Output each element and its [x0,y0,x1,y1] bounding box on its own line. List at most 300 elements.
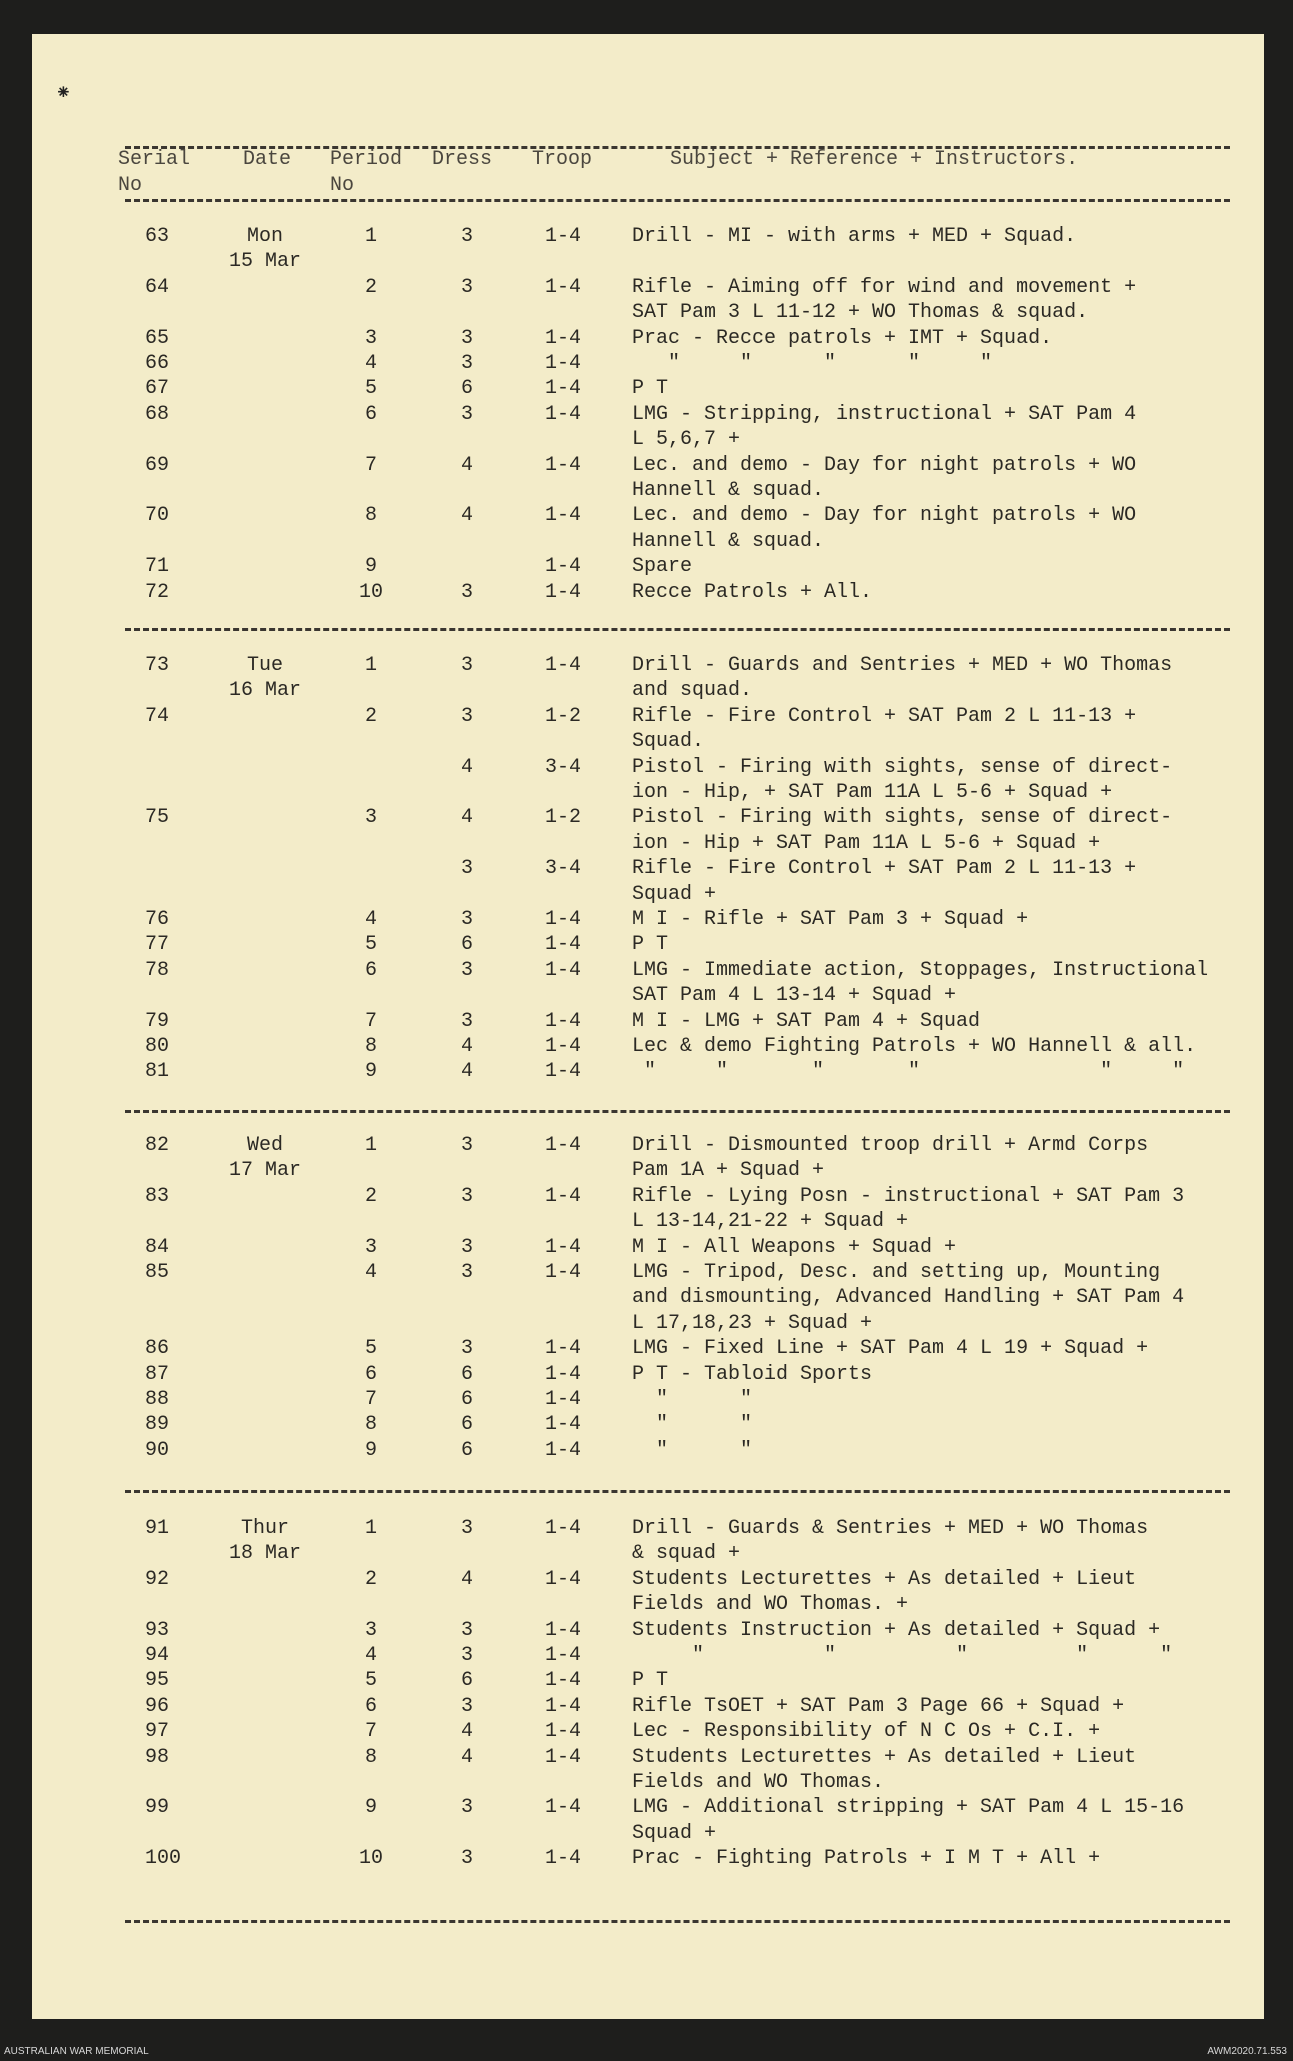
dress: 3 [460,1643,473,1667]
date-cell [220,224,310,275]
dress: 6 [460,1438,473,1462]
serial-no: 81 [145,1060,170,1084]
dress: 6 [460,1669,473,1693]
subject-line: " " " " " " [632,1060,1185,1084]
troop: 1-4 [545,1034,582,1058]
serial-no: 94 [145,1643,170,1667]
dress: 3 [460,1694,473,1718]
subject-line: Rifle - Fire Control + SAT Pam 2 L 11-13 + [632,704,1137,728]
subject-line: LMG - Stripping, instructional + SAT Pam 4 [632,402,1137,426]
subject-line: M I - Rifle + SAT Pam 3 + Squad + [632,907,1029,931]
serial-no: 83 [145,1184,170,1208]
serial-no: 71 [145,555,170,579]
section-thur [0,1516,1293,1872]
table-row [0,224,1293,275]
troop: 1-4 [545,377,582,401]
date-line: Tue [246,654,283,677]
subject-line: M I - All Weapons + Squad + [632,1235,957,1259]
subject-cell [632,224,1076,249]
troop: 1-4 [545,1009,582,1033]
table-row [0,351,1293,376]
subject-cell [632,1260,1184,1336]
period-no: 2 [364,1567,377,1591]
subject-line: " " [632,1387,753,1411]
subject-line: and squad. [632,679,753,703]
section-mon [0,224,1293,605]
subject-line: Hannell & squad. [632,529,825,553]
table-row [0,1846,1293,1871]
subject-line: Lec. and demo - Day for night patrols + WO [632,504,1137,528]
section-divider [125,628,1230,631]
table-row [0,1362,1293,1387]
troop: 1-4 [545,225,582,248]
section-wed [0,1133,1293,1463]
troop: 1-4 [545,1260,582,1284]
serial-no: 85 [145,1260,170,1284]
table-row [0,1694,1293,1719]
ink-mark: ⁕ [55,83,72,106]
subject-cell [632,376,668,401]
dress: 4 [460,1567,473,1591]
serial-no: 82 [145,1134,170,1157]
troop: 1-4 [545,1060,582,1084]
troop: 1-2 [545,704,582,728]
table-row [0,503,1293,554]
dress: 6 [460,933,473,957]
period-no: 1 [364,1517,377,1540]
subject-line: LMG - Immediate action, Stoppages, Instructional [632,958,1209,982]
period-no: 1 [364,225,377,248]
subject-line: Squad + [632,882,717,906]
dress: 4 [460,1034,473,1058]
serial-no: 73 [145,654,170,677]
serial-no: 87 [145,1362,170,1386]
subject-cell [632,1719,1100,1744]
serial-no: 84 [145,1235,170,1259]
serial-no: 91 [145,1517,170,1540]
troop: 1-4 [545,504,582,528]
table-row [0,402,1293,453]
subject-cell [632,1643,1172,1668]
period-no: 1 [364,654,377,677]
troop: 1-4 [545,1438,582,1462]
dress: 3 [460,225,473,248]
table-row [0,755,1293,806]
table-row [0,1745,1293,1796]
subject-line: ion - Hip, + SAT Pam 11A L 5-6 + Squad + [632,781,1113,804]
troop: 1-4 [545,351,582,375]
serial-no: 93 [145,1618,170,1642]
subject-line: " " " " " [632,1643,1173,1667]
serial-no: 98 [145,1745,170,1769]
troop: 1-4 [545,555,582,579]
table-row [0,907,1293,932]
subject-line: Drill - Guards & Sentries + MED + WO Thomas [632,1517,1149,1540]
troop: 1-4 [545,1362,582,1386]
dress: 6 [460,377,473,401]
serial-no: 72 [145,580,170,604]
troop: 1-4 [545,654,582,677]
serial-no: 66 [145,351,170,375]
section-tue [0,653,1293,1085]
date-line: Thur [240,1517,289,1540]
troop: 1-4 [545,1643,582,1667]
dress: 3 [460,1517,473,1540]
subject-cell [632,907,1028,932]
table-row [0,704,1293,755]
troop: 1-4 [545,1796,582,1820]
subject-cell [632,1846,1100,1871]
period-no: 6 [364,958,377,982]
table-row [0,554,1293,579]
table-row [0,1516,1293,1567]
period-no: 7 [364,453,377,477]
subject-line: SAT Pam 4 L 13-14 + Squad + [632,984,957,1008]
table-row [0,958,1293,1009]
subject-line: P T [632,1669,669,1693]
subject-line: P T [632,933,669,957]
subject-cell [632,1059,1184,1084]
subject-line: Lec. and demo - Day for night patrols + WO [632,453,1137,477]
period-no: 5 [364,933,377,957]
dress: 4 [460,504,473,528]
header-dress: Dress [432,148,493,171]
table-row [0,453,1293,504]
date-line: Mon [246,225,283,248]
period-no: 9 [364,1796,377,1820]
subject-cell [632,1516,1148,1567]
dress: 6 [460,1413,473,1437]
serial-no: 90 [145,1438,170,1462]
table-row [0,1719,1293,1744]
table-row [0,1387,1293,1412]
table-row [0,653,1293,704]
subject-cell [632,580,872,605]
subject-cell [632,1009,980,1034]
subject-cell [632,554,692,579]
table-row [0,1184,1293,1235]
subject-line: Recce Patrols + All. [632,580,873,604]
troop: 1-4 [545,933,582,957]
troop: 1-4 [545,1337,582,1361]
period-no: 5 [364,377,377,401]
subject-line: Rifle TsOET + SAT Pam 3 Page 66 + Squad + [632,1694,1125,1718]
period-no: 9 [364,1060,377,1084]
serial-no: 96 [145,1694,170,1718]
troop: 1-2 [545,806,582,830]
serial-no: 74 [145,704,170,728]
serial-no: 75 [145,806,170,830]
header-bottom-rule [125,199,1230,202]
table-row [0,1235,1293,1260]
subject-line: " " [632,1438,753,1462]
period-no: 3 [364,806,377,830]
table-row [0,376,1293,401]
troop: 1-4 [545,1387,582,1411]
troop: 1-4 [545,1669,582,1693]
serial-no: 65 [145,326,170,350]
subject-line: Students Lecturettes + As detailed + Lieut [632,1745,1137,1769]
subject-line: L 17,18,23 + Squad + [632,1311,873,1335]
subject-line: Rifle - Fire Control + SAT Pam 2 L 11-13 + [632,857,1137,881]
dress: 3 [460,1260,473,1284]
dress: 4 [460,1720,473,1744]
subject-line: Drill - MI - with arms + MED + Squad. [632,225,1077,248]
serial-no: 97 [145,1720,170,1744]
troop: 1-4 [545,453,582,477]
subject-line: M I - LMG + SAT Pam 4 + Squad [632,1009,981,1033]
table-row [0,326,1293,351]
subject-line: LMG - Fixed Line + SAT Pam 4 L 19 + Squad + [632,1337,1149,1361]
subject-line: Fields and WO Thomas. [632,1770,885,1794]
dress: 3 [460,351,473,375]
period-no: 7 [364,1720,377,1744]
period-no: 7 [364,1387,377,1411]
dress: 3 [460,654,473,677]
header-serial-no: No [118,174,143,197]
date-line: 15 Mar [228,250,301,274]
dress: 6 [460,1387,473,1411]
date-line: 17 Mar [228,1159,301,1183]
period-no: 8 [364,504,377,528]
footer-institution: AUSTRALIAN WAR MEMORIAL [4,2046,149,2057]
subject-cell [632,1438,752,1463]
table-row [0,1059,1293,1084]
subject-cell [632,653,1172,704]
troop: 1-4 [545,1567,582,1591]
subject-line: Fields and WO Thomas. + [632,1593,909,1617]
date-line: 18 Mar [228,1542,301,1566]
subject-cell [632,326,1052,351]
serial-no: 64 [145,275,170,299]
table-row [0,805,1293,856]
subject-cell [632,1694,1124,1719]
serial-no: 80 [145,1034,170,1058]
troop: 1-4 [545,580,582,604]
subject-line: " " [632,1413,753,1437]
subject-line: ion - Hip + SAT Pam 11A L 5-6 + Squad + [632,831,1101,855]
table-row [0,1795,1293,1846]
dress: 3 [460,326,473,350]
troop: 1-4 [545,958,582,982]
subject-cell [632,503,1136,554]
serial-no: 76 [145,907,170,931]
dress: 4 [460,755,473,779]
troop: 1-4 [545,1413,582,1437]
date-cell [220,1133,310,1184]
dress: 3 [460,958,473,982]
subject-cell [632,1336,1148,1361]
serial-no: 95 [145,1669,170,1693]
dress: 6 [460,1362,473,1386]
period-no: 3 [364,1235,377,1259]
subject-cell [632,1745,1136,1796]
subject-line: P T - Tabloid Sports [632,1362,873,1386]
serial-no: 63 [145,225,170,248]
subject-line: Hannell & squad. [632,478,825,502]
serial-no: 68 [145,402,170,426]
period-no: 2 [364,275,377,299]
dress: 4 [460,1745,473,1769]
subject-line: L 13-14,21-22 + Squad + [632,1210,909,1234]
subject-cell [632,1235,956,1260]
period-no: 8 [364,1413,377,1437]
bottom-rule [125,1920,1230,1923]
subject-cell [632,932,668,957]
table-row [0,1643,1293,1668]
date-cell [220,653,310,704]
dress: 3 [460,857,473,881]
troop: 1-4 [545,907,582,931]
troop: 1-4 [545,1235,582,1259]
period-no: 2 [364,1184,377,1208]
troop: 1-4 [545,1517,582,1540]
subject-line: LMG - Additional stripping + SAT Pam 4 L 15-16 [632,1796,1185,1820]
header-serial: Serial [118,148,191,171]
troop: 1-4 [545,326,582,350]
subject-line: Students Instruction + As detailed + Squad + [632,1618,1161,1642]
dress: 3 [460,1847,473,1871]
dress: 3 [460,907,473,931]
subject-line: Spare [632,555,693,579]
serial-no: 69 [145,453,170,477]
subject-cell [632,275,1136,326]
subject-line: Students Lecturettes + As detailed + Lieut [632,1567,1137,1591]
period-no: 1 [364,1134,377,1157]
period-no: 8 [364,1745,377,1769]
period-no: 5 [364,1337,377,1361]
dress: 3 [460,1009,473,1033]
subject-line: Lec - Responsibility of N C Os + C.I. + [632,1720,1101,1744]
dress: 3 [460,275,473,299]
period-no: 2 [364,704,377,728]
dress: 3 [460,580,473,604]
troop: 1-4 [545,1184,582,1208]
serial-no: 86 [145,1337,170,1361]
subject-line: " " " " " [632,351,993,375]
table-row [0,1567,1293,1618]
period-no: 3 [364,1618,377,1642]
subject-cell [632,1184,1184,1235]
subject-cell [632,1668,668,1693]
subject-cell [632,805,1172,856]
table-row [0,1260,1293,1336]
subject-line: Squad. [632,730,705,754]
table-row [0,275,1293,326]
period-no: 10 [358,580,383,604]
period-no: 7 [364,1009,377,1033]
dress: 4 [460,1060,473,1084]
serial-no: 88 [145,1387,170,1411]
period-no: 4 [364,1643,377,1667]
troop: 3-4 [545,857,582,881]
table-row [0,1438,1293,1463]
table-row [0,1412,1293,1437]
period-no: 5 [364,1669,377,1693]
dress: 4 [460,453,473,477]
subject-line: Rifle - Lying Posn - instructional + SAT Pam 3 [632,1184,1185,1208]
serial-no: 92 [145,1567,170,1591]
table-row [0,932,1293,957]
subject-cell [632,755,1172,806]
subject-cell [632,351,992,376]
serial-no: 67 [145,377,170,401]
section-divider [125,1490,1230,1493]
subject-line: Pam 1A + Squad + [632,1159,825,1183]
troop: 1-4 [545,1745,582,1769]
troop: 1-4 [545,1694,582,1718]
table-row [0,1336,1293,1361]
header-troop: Troop [532,148,593,171]
troop: 1-4 [545,1847,582,1871]
troop: 1-4 [545,402,582,426]
subject-cell [632,1133,1148,1184]
period-no: 6 [364,402,377,426]
dress: 3 [460,1134,473,1157]
header-period: Period [330,148,403,171]
table-row [0,1668,1293,1693]
serial-no: 79 [145,1009,170,1033]
subject-cell [632,1618,1160,1643]
serial-no: 70 [145,504,170,528]
section-divider [125,1110,1230,1113]
subject-cell [632,958,1208,1009]
serial-no: 99 [145,1796,170,1820]
subject-line: Pistol - Firing with sights, sense of direct- [632,806,1173,830]
subject-cell [632,402,1136,453]
subject-cell [632,856,1136,907]
troop: 3-4 [545,755,582,779]
subject-line: L 5,6,7 + [632,428,741,452]
serial-no: 78 [145,958,170,982]
subject-line: & squad + [632,1542,741,1566]
subject-cell [632,1567,1136,1618]
header-date: Date [243,148,292,171]
dress: 3 [460,1184,473,1208]
subject-cell [632,1387,752,1412]
period-no: 4 [364,1260,377,1284]
period-no: 10 [358,1847,383,1871]
table-row [0,1034,1293,1059]
troop: 1-4 [545,1720,582,1744]
date-cell [220,1516,310,1567]
subject-line: P T [632,377,669,401]
period-no: 3 [364,326,377,350]
subject-line: Squad + [632,1821,717,1845]
subject-line: LMG - Tripod, Desc. and setting up, Mounting [632,1260,1161,1284]
header-subject: Subject + Reference + Instructors. [670,148,1079,171]
subject-line: Rifle - Aiming off for wind and movement + [632,275,1137,299]
table-row [0,1618,1293,1643]
subject-cell [632,1362,872,1387]
dress: 3 [460,704,473,728]
dress: 3 [460,1235,473,1259]
troop: 1-4 [545,1618,582,1642]
period-no: 6 [364,1694,377,1718]
footer-accession-number: AWM2020.71.553 [1207,2046,1287,2057]
subject-line: Lec & demo Fighting Patrols + WO Hannell & all. [632,1034,1197,1058]
dress: 3 [460,1796,473,1820]
subject-line: Prac - Fighting Patrols + I M T + All + [632,1847,1101,1871]
period-no: 9 [364,555,377,579]
troop: 1-4 [545,275,582,299]
subject-line: Drill - Guards and Sentries + MED + WO Thomas [632,654,1173,677]
header-period-no: No [330,174,355,197]
dress: 3 [460,1618,473,1642]
dress: 4 [460,806,473,830]
subject-cell [632,453,1136,504]
subject-line: Prac - Recce patrols + IMT + Squad. [632,326,1053,350]
